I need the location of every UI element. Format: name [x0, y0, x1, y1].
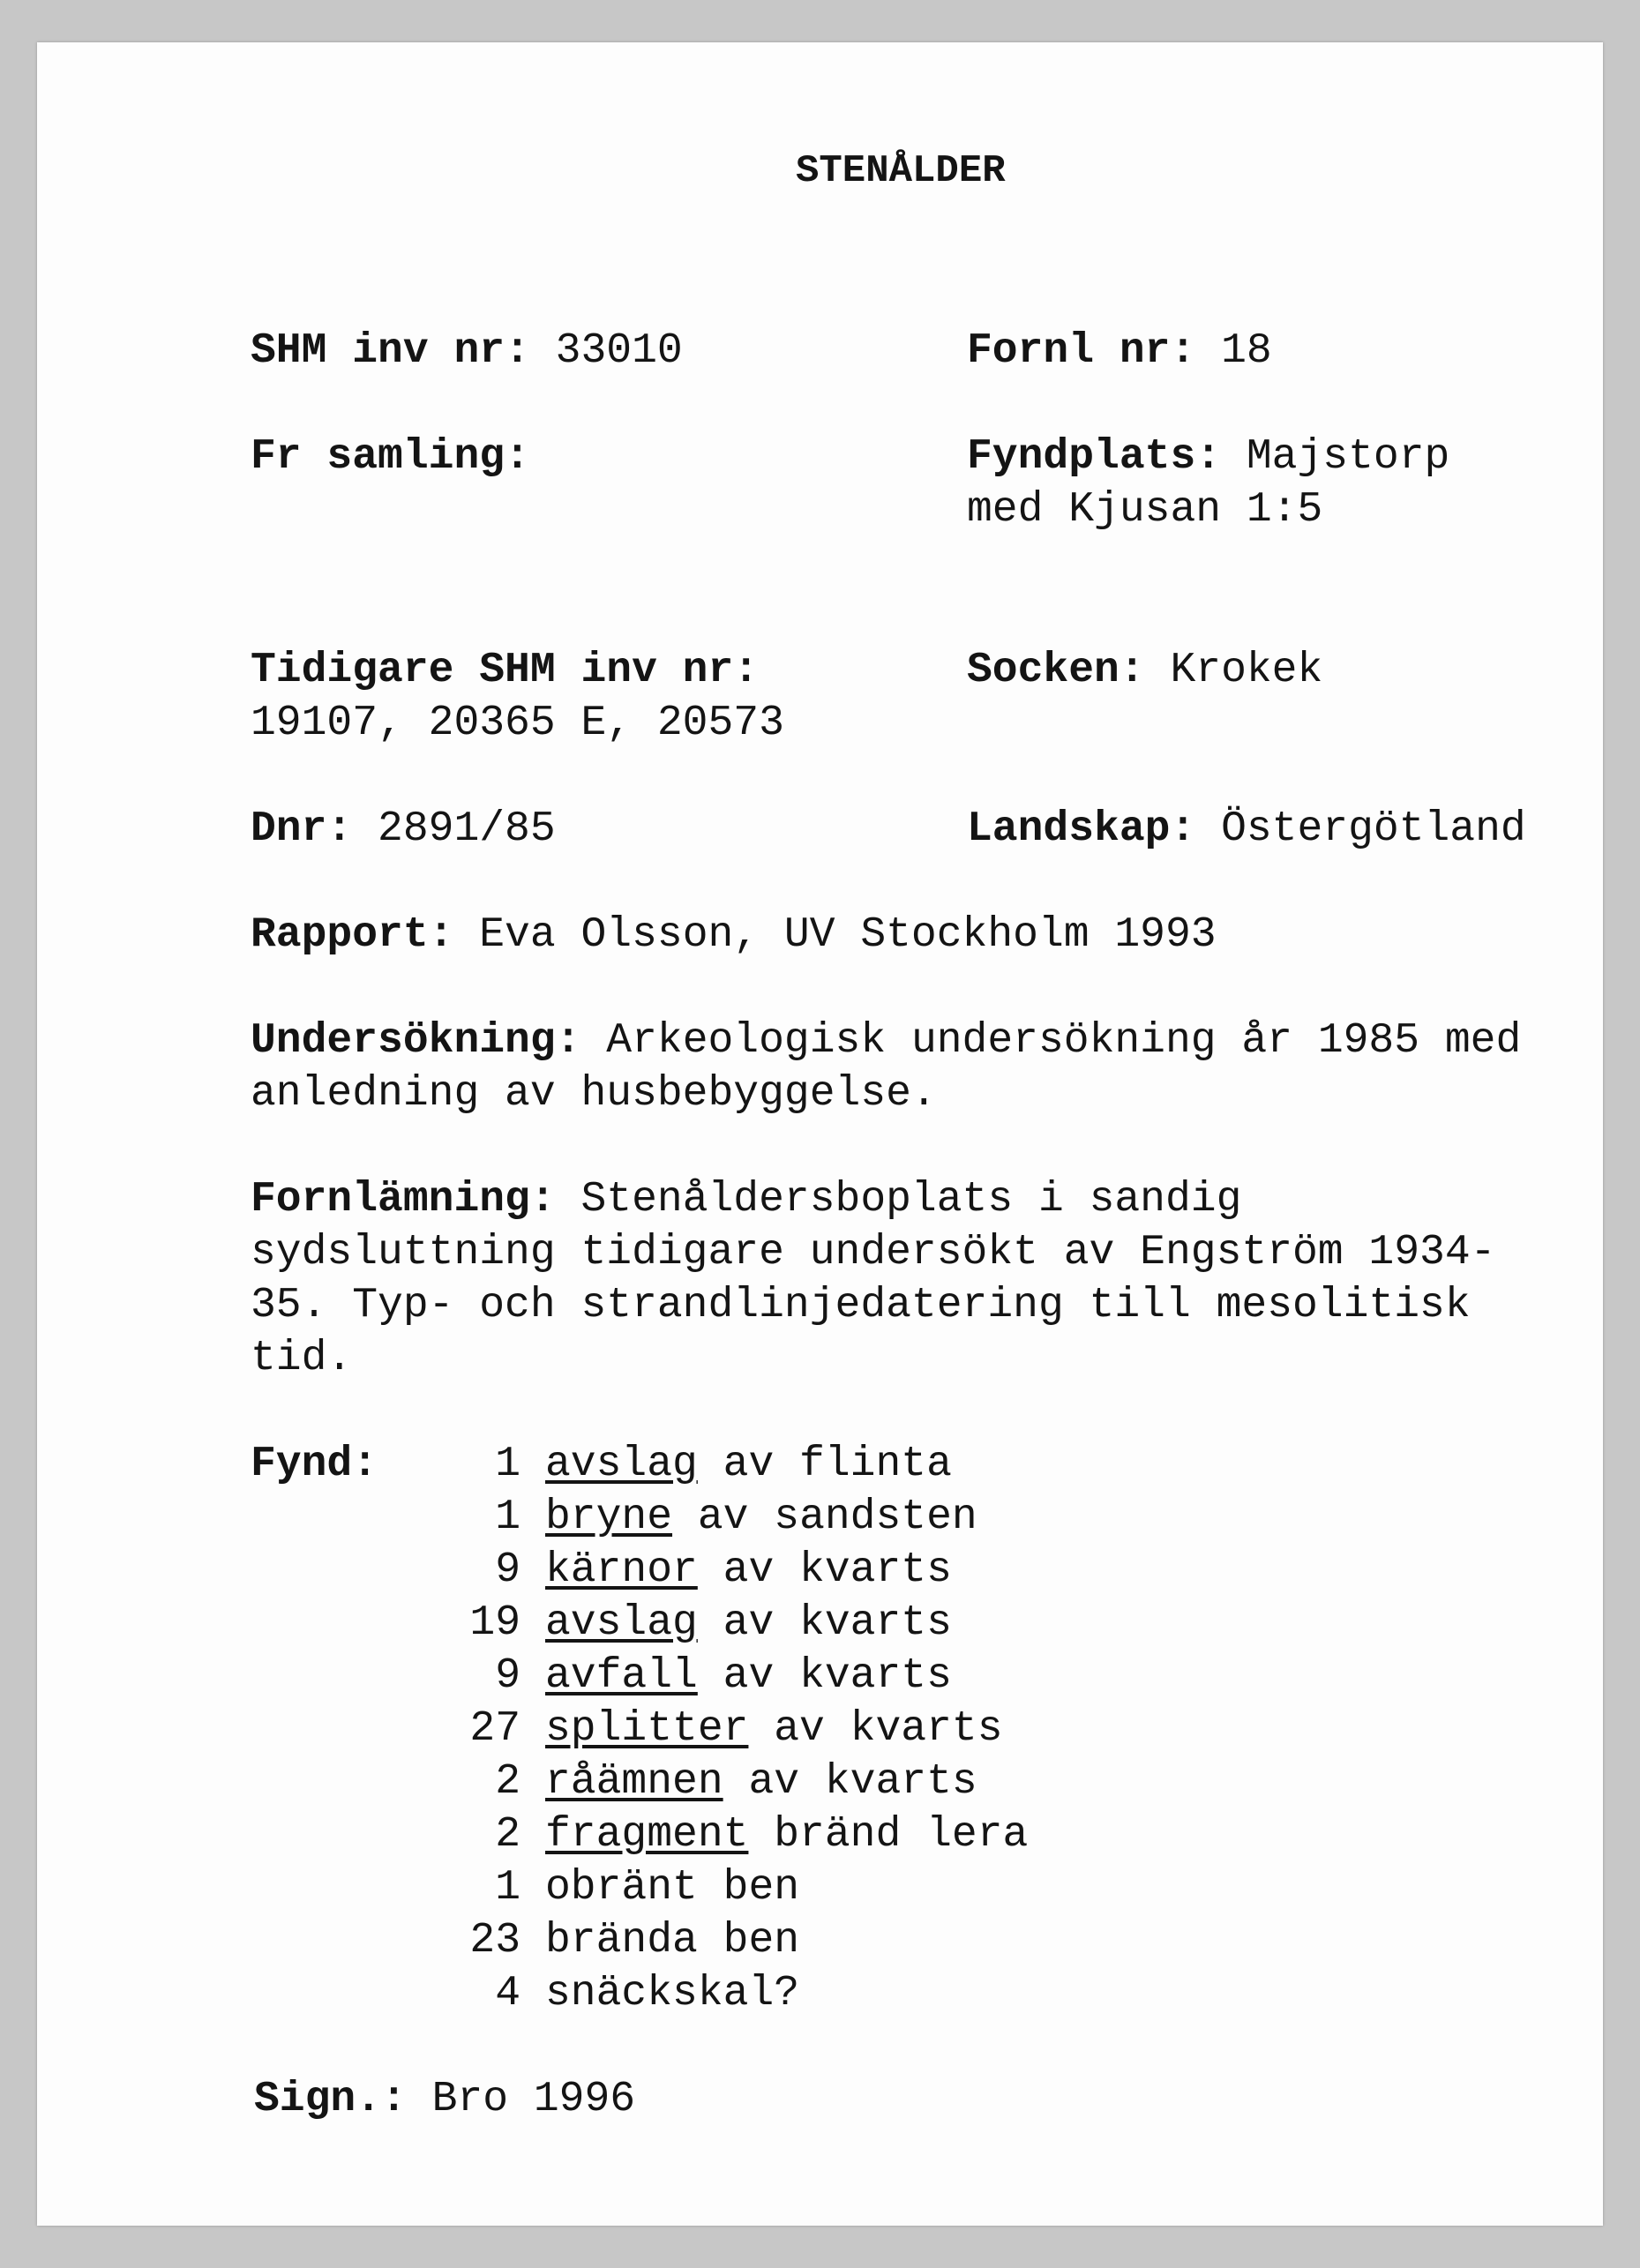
fynd-term: fragment — [545, 1811, 749, 1859]
rapport-field — [251, 909, 1217, 962]
fornlamning-field — [251, 1173, 1241, 1226]
fynd-desc: av kvarts — [774, 1705, 1003, 1753]
card-title: STENÅLDER — [796, 149, 1006, 193]
fynd-desc: av kvarts — [723, 1652, 952, 1700]
fynd-desc: av sandsten — [697, 1493, 977, 1541]
fynd-term: bryne — [545, 1493, 673, 1541]
fynd-term: avslag — [545, 1599, 698, 1647]
fynd-term: avfall — [545, 1652, 698, 1700]
fynd-desc: av kvarts — [723, 1546, 952, 1594]
fynd-term: råämnen — [545, 1758, 723, 1806]
undersokning-field — [251, 1014, 1521, 1067]
socken-value: Krokek — [1170, 647, 1323, 694]
dnr-field — [251, 803, 556, 856]
fynd-count: 19 — [469, 1599, 520, 1647]
fornl-field — [967, 325, 1272, 378]
undersokning-line2: anledning av husbebyggelse. — [251, 1070, 937, 1118]
fynd-count: 9 — [495, 1652, 520, 1700]
fornlamning-label: Fornlämning: — [251, 1176, 556, 1224]
fynd-count: 2 — [495, 1811, 520, 1859]
sign-label: Sign.: — [254, 2076, 407, 2123]
fynd-desc: av kvarts — [748, 1758, 977, 1806]
sign-field — [254, 2073, 635, 2126]
fynd-count: 23 — [469, 1917, 520, 1965]
fyndplats-label: Fyndplats: — [967, 433, 1222, 481]
fynd-count: 1 — [495, 1493, 520, 1541]
fornlamning-line1: Stenåldersboplats i sandig — [580, 1176, 1242, 1224]
fynd-term: avslag — [545, 1441, 698, 1488]
shm-inv-field — [251, 325, 683, 378]
undersokning-line1: Arkeologisk undersökning år 1985 med — [606, 1017, 1522, 1065]
fyndplats-value: Majstorp — [1246, 433, 1450, 481]
fornl-value: 18 — [1221, 327, 1272, 375]
rapport-label: Rapport: — [251, 911, 454, 959]
fornlamning-line2: sydsluttning tidigare undersökt av Engström 1934- — [251, 1229, 1496, 1276]
dnr-value: 2891/85 — [378, 805, 556, 853]
rapport-value: Eva Olsson, UV Stockholm 1993 — [479, 911, 1217, 959]
fynd-count: 1 — [495, 1441, 520, 1488]
fynd-desc: obränt ben — [545, 1864, 800, 1912]
fynd-count: 9 — [495, 1546, 520, 1594]
socken-label: Socken: — [967, 647, 1145, 694]
catalog-card — [37, 42, 1603, 2226]
fr-samling-label: Fr samling: — [251, 433, 530, 481]
fynd-label: Fynd: — [251, 1441, 378, 1488]
shm-inv-label: SHM inv nr: — [251, 327, 530, 375]
fynd-desc: av kvarts — [723, 1599, 952, 1647]
fynd-desc: av flinta — [723, 1441, 952, 1488]
fornlamning-line3: 35. Typ- och strandlinjedatering till mesolitisk — [251, 1282, 1471, 1329]
fynd-count: 1 — [495, 1864, 520, 1912]
fynd-term: splitter — [545, 1705, 749, 1753]
fynd-count: 2 — [495, 1758, 520, 1806]
fynd-desc: brända ben — [545, 1917, 800, 1965]
tidigare-label: Tidigare SHM inv nr: — [251, 647, 760, 694]
fornlamning-line4: tid. — [251, 1335, 353, 1382]
undersokning-label: Undersökning: — [251, 1017, 581, 1065]
fynd-count: 4 — [495, 1970, 520, 2017]
fynd-term: kärnor — [545, 1546, 698, 1594]
fynd-desc: bränd lera — [774, 1811, 1029, 1859]
tidigare-value: 19107, 20365 E, 20573 — [251, 700, 784, 747]
shm-inv-value: 33010 — [555, 327, 683, 375]
fynd-desc: snäckskal? — [545, 1970, 800, 2017]
dnr-label: Dnr: — [251, 805, 353, 853]
landskap-field — [967, 803, 1526, 856]
socken-field — [967, 644, 1322, 697]
fornl-label: Fornl nr: — [967, 327, 1196, 375]
sign-value: Bro 1996 — [431, 2076, 636, 2123]
fyndplats-field — [967, 430, 1449, 483]
fyndplats-value-cont: med Kjusan 1:5 — [967, 486, 1323, 534]
landskap-label: Landskap: — [967, 805, 1196, 853]
landskap-value: Östergötland — [1221, 805, 1526, 853]
fynd-count: 27 — [469, 1705, 520, 1753]
